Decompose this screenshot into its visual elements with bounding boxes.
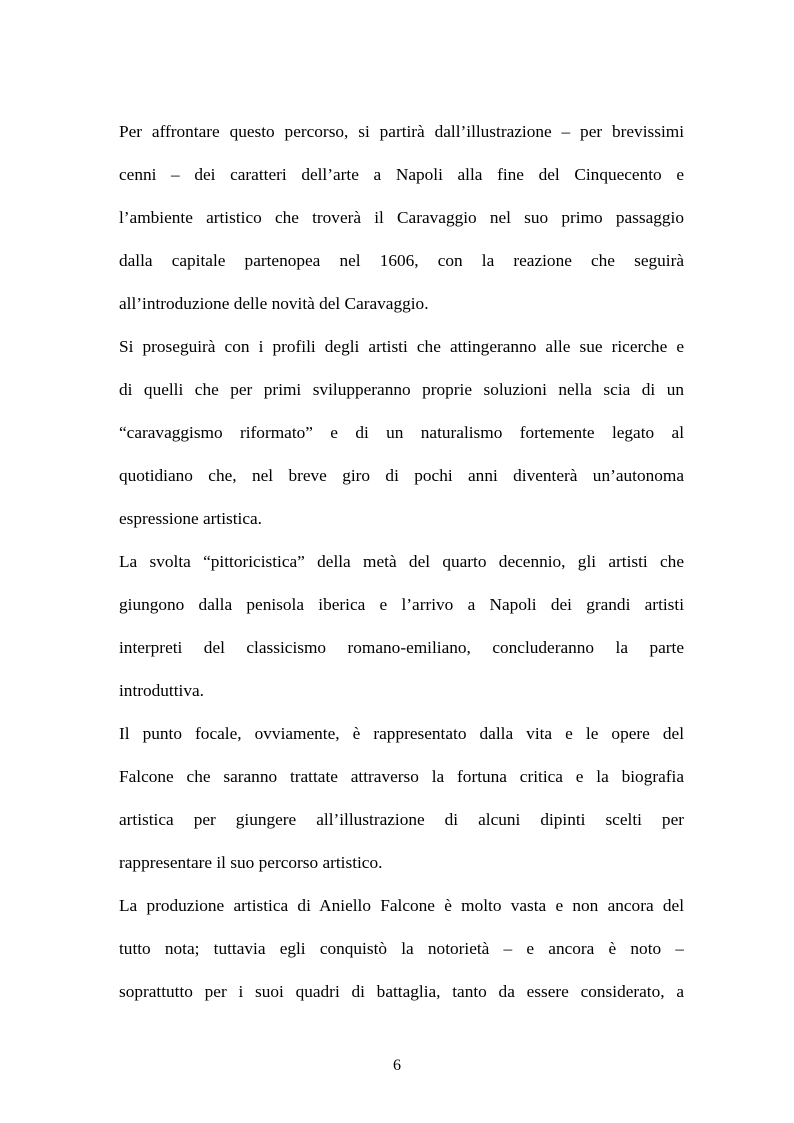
- text-line: artistica per giungere all’illustrazione di alcuni dipinti scelti per: [119, 810, 684, 829]
- paragraph-intro: [119, 114, 684, 329]
- text-line: di quelli che per primi svilupperanno proprie soluzioni nella scia di un: [119, 380, 684, 399]
- text-line: tutto nota; tuttavia egli conquistò la notorietà – e ancora è noto –: [119, 939, 684, 958]
- text-line: espressione artistica.: [119, 509, 263, 528]
- paragraph-focal-point: [119, 716, 684, 888]
- body-text: [119, 114, 684, 1017]
- text-line: quotidiano che, nel breve giro di pochi anni diventerà un’autonoma: [119, 466, 684, 485]
- paragraph-pittoricistica: [119, 544, 684, 716]
- page-number: 6: [393, 1057, 401, 1074]
- paragraph-artist-profiles: [119, 329, 684, 544]
- text-line: soprattutto per i suoi quadri di battaglia, tanto da essere considerato, a: [119, 982, 684, 1001]
- text-line: interpreti del classicismo romano-emiliano, concluderanno la parte: [119, 638, 684, 657]
- text-line: all’introduzione delle novità del Caravaggio.: [119, 294, 429, 313]
- text-line: rappresentare il suo percorso artistico.: [119, 853, 383, 872]
- text-line: giungono dalla penisola iberica e l’arrivo a Napoli dei grandi artisti: [119, 595, 684, 614]
- text-line: introduttiva.: [119, 681, 204, 700]
- text-line: Falcone che saranno trattate attraverso la fortuna critica e la biografia: [119, 767, 684, 786]
- text-line: Per affrontare questo percorso, si partirà dall’illustrazione – per brevissimi: [119, 122, 684, 141]
- text-line: cenni – dei caratteri dell’arte a Napoli alla fine del Cinquecento e: [119, 165, 684, 184]
- paragraph-production: [119, 888, 684, 1017]
- text-line: La svolta “pittoricistica” della metà del quarto decennio, gli artisti che: [119, 552, 684, 571]
- text-line: Si proseguirà con i profili degli artisti che attingeranno alle sue ricerche e: [119, 337, 684, 356]
- text-line: l’ambiente artistico che troverà il Caravaggio nel suo primo passaggio: [119, 208, 684, 227]
- text-line: “caravaggismo riformato” e di un naturalismo fortemente legato al: [119, 423, 684, 442]
- text-line: Il punto focale, ovviamente, è rappresentato dalla vita e le opere del: [119, 724, 684, 743]
- text-line: dalla capitale partenopea nel 1606, con la reazione che seguirà: [119, 251, 684, 270]
- text-line: La produzione artistica di Aniello Falcone è molto vasta e non ancora del: [119, 896, 684, 915]
